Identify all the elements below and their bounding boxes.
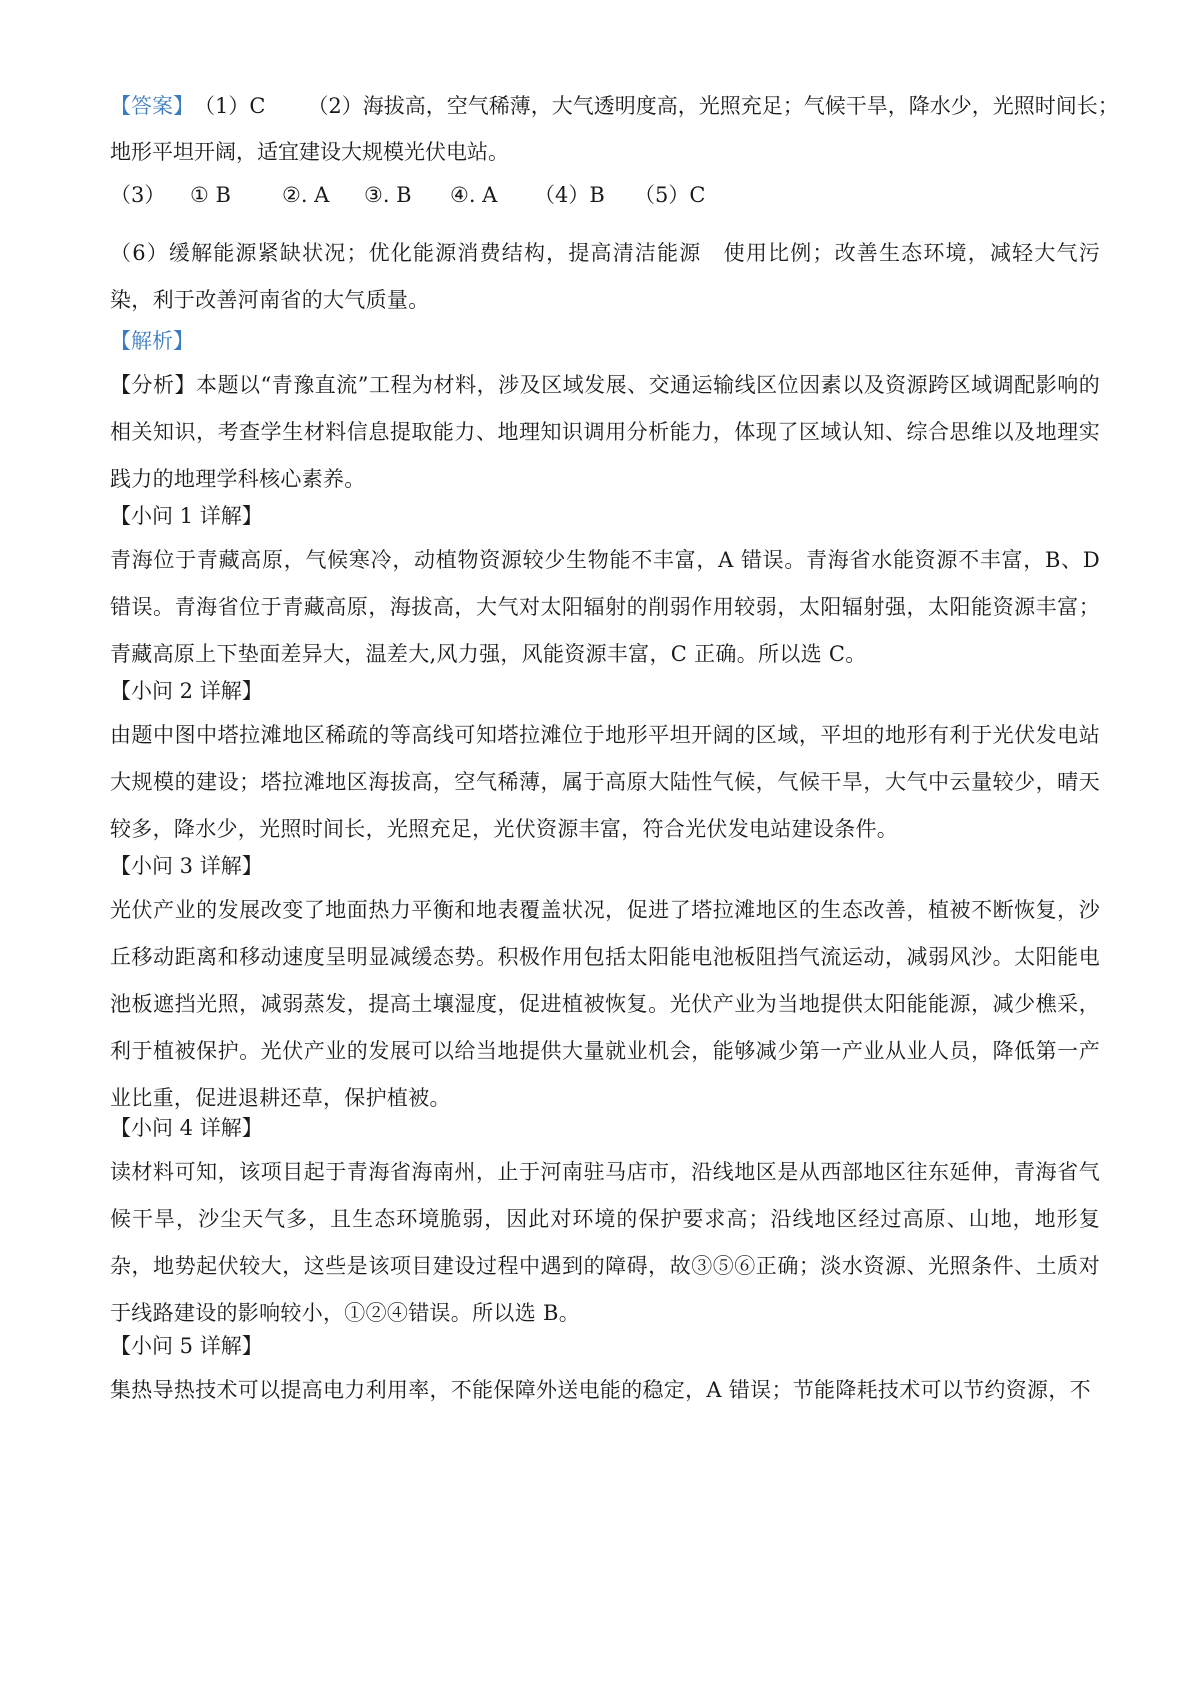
answer-line-2 (110, 129, 509, 176)
answer-part-5: （5）C (634, 183, 706, 207)
section-2-heading: 【小问 2 详解】 (110, 679, 263, 703)
section-5-text: 集热导热技术可以提高电力利用率，不能保障外送电能的稳定，A 错误；节能降耗技术可以节约资源，不 (110, 1378, 1091, 1402)
section-1-text: 青海位于青藏高原，气候寒冷，动植物资源较少生物能不丰富，A 错误。青海省水能资源不丰富，B、D 错误。青海省位于青藏高原，海拔高，大气对太阳辐射的削弱作用较弱，太阳辐射强，太阳能资源丰富；青藏高原上下垫面差异大，温差大,风力强，风能资源丰富，C 正确。所以选 C。 (110, 548, 1100, 666)
section-1-heading: 【小问 1 详解】 (110, 504, 263, 528)
section-3-text: 光伏产业的发展改变了地面热力平衡和地表覆盖状况，促进了塔拉滩地区的生态改善，植被不断恢复，沙丘移动距离和移动速度呈明显减缓态势。积极作用包括太阳能电池板阻挡气流运动，减弱风沙。太阳能电池板遮挡光照，减弱蒸发，提高土壤湿度，促进植被恢复。光伏产业为当地提供太阳能能源，减少樵采，利于植被保护。光伏产业的发展可以给当地提供大量就业机会，能够减少第一产业从业人员，降低第一产业比重，促进退耕还草，保护植被。 (110, 898, 1100, 1110)
summary-tag: 【分析】 (110, 373, 197, 397)
answer-part-2: （2）海拔高，空气稀薄，大气透明度高，光照充足；气候干旱，降水少，光照时间长； (307, 94, 1119, 118)
section-4-text: 读材料可知，该项目起于青海省海南州，止于河南驻马店市，沿线地区是从西部地区往东延伸，青海省气候干旱，沙尘天气多，且生态环境脆弱，因此对环境的保护要求高；沿线地区经过高原、山地，地形复杂，地势起伏较大，这些是该项目建设过程中遇到的障碍，故③⑤⑥正确；淡水资源、光照条件、土质对于线路建设的影响较小，①②④错误。所以选 B。 (110, 1160, 1100, 1325)
answer-part-4: （4）B (534, 183, 605, 207)
answer-tag: 【答案】 (110, 94, 194, 118)
answer-part-3-opt4: ④. A (450, 183, 498, 207)
section-2-text: 由题中图中塔拉滩地区稀疏的等高线可知塔拉滩位于地形平坦开阔的区域，平坦的地形有利于光伏发电站大规模的建设；塔拉滩地区海拔高，空气稀薄，属于高原大陆性气候，气候干旱，大气中云量较少，晴天较多，降水少，光照时间长，光照充足，光伏资源丰富，符合光伏发电站建设条件。 (110, 723, 1100, 841)
analysis-summary (110, 362, 1100, 503)
answer-part-3-opt3: ③. B (364, 183, 412, 207)
answer-part-3-opt2: ②. A (282, 183, 330, 207)
answer-part-1: （1）C (194, 94, 266, 118)
summary-text: 本题以“青豫直流”工程为材料，涉及区域发展、交通运输线区位因素以及资源跨区域调配影响的相关知识，考查学生材料信息提取能力、地理知识调用分析能力，体现了区域认知、综合思维以及地理实践力的地理学科核心素养。 (110, 373, 1101, 491)
answer-part-2-cont: 地形平坦开阔，适宜建设大规模光伏电站。 (110, 140, 509, 164)
answer-part-3-opt1: ① B (190, 183, 231, 207)
answer-part-6: （6）缓解能源紧缺状况；优化能源消费结构，提高清洁能源 使用比例；改善生态环境，减轻大气污染，利于改善河南省的大气质量。 (110, 241, 1100, 312)
analysis-tag: 【解析】 (110, 329, 194, 353)
section-3-heading: 【小问 3 详解】 (110, 854, 263, 878)
answer-part-3-row (110, 172, 705, 219)
answer-part-3-label: （3） (110, 183, 166, 207)
section-4-heading: 【小问 4 详解】 (110, 1116, 263, 1140)
section-5-heading: 【小问 5 详解】 (110, 1334, 263, 1358)
answer-line-1 (110, 83, 1119, 130)
